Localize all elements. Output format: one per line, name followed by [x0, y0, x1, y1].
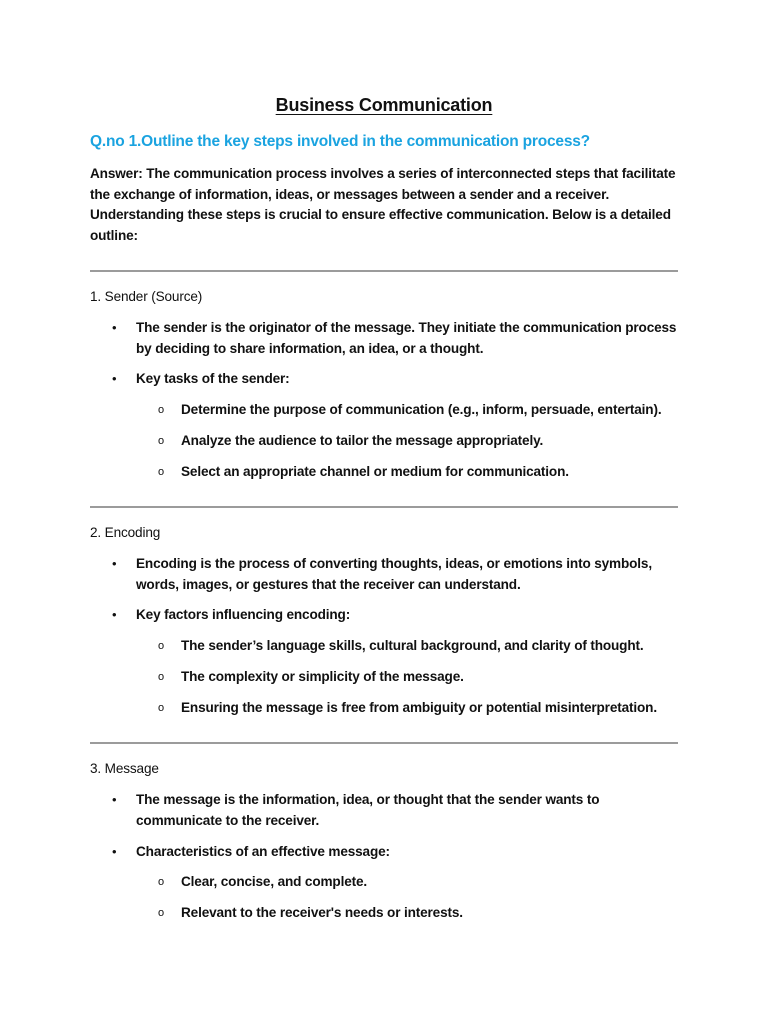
- sub-bullet-item: Analyze the audience to tailor the message appropriately.: [181, 433, 544, 448]
- sub-bullet-marker: o: [158, 876, 165, 888]
- sub-bullet-marker: o: [158, 404, 165, 416]
- sub-bullet-item: Relevant to the receiver's needs or interests.: [181, 905, 463, 920]
- sub-bullet-marker: o: [158, 466, 165, 478]
- sub-bullet-item: Select an appropriate channel or medium for communication.: [181, 464, 569, 479]
- section-divider: [90, 506, 678, 508]
- bullet-item: The sender is the originator of the message. They initiate the communication process by deciding to share information, an idea, or a thought.: [136, 320, 677, 356]
- sub-bullet-marker: o: [158, 640, 165, 652]
- bullet-item: Key factors influencing encoding:: [136, 607, 351, 622]
- section-heading: 3. Message: [90, 761, 159, 776]
- section-heading: 2. Encoding: [90, 525, 161, 540]
- bullet-item: Key tasks of the sender:: [136, 371, 290, 386]
- bullet-marker: •: [112, 320, 117, 335]
- section-heading: 1. Sender (Source): [90, 289, 203, 304]
- bullet-item: The message is the information, idea, or thought that the sender wants to communicate to the receiver.: [136, 792, 600, 828]
- sub-bullet-marker: o: [158, 435, 165, 447]
- sub-bullet-item: Determine the purpose of communication (e.g., inform, persuade, entertain).: [181, 402, 662, 417]
- sub-bullet-marker: o: [158, 702, 165, 714]
- bullet-marker: •: [112, 371, 117, 386]
- answer-paragraph: Answer: The communication process involves a series of interconnected steps that facilitate the exchange of information, ideas, or messages between a sender and a receiver. Understanding these steps is crucial to ensure effective communication. Below is a detailed outline:: [90, 166, 676, 244]
- bullet-marker: •: [112, 792, 117, 807]
- bullet-item: Encoding is the process of converting thoughts, ideas, or emotions into symbols, words, images, or gestures that the receiver can understand.: [136, 556, 652, 592]
- sub-bullet-item: The complexity or simplicity of the message.: [181, 669, 464, 684]
- bullet-marker: •: [112, 844, 117, 859]
- section-divider: [90, 742, 678, 744]
- sub-bullet-item: Clear, concise, and complete.: [181, 874, 368, 889]
- sub-bullet-item: The sender’s language skills, cultural background, and clarity of thought.: [181, 638, 644, 653]
- bullet-marker: •: [112, 607, 117, 622]
- bullet-item: Characteristics of an effective message:: [136, 844, 390, 859]
- sub-bullet-marker: o: [158, 671, 165, 683]
- sub-bullet-item: Ensuring the message is free from ambiguity or potential misinterpretation.: [181, 700, 657, 715]
- section-divider: [90, 270, 678, 272]
- document-title: Business Communication: [275, 95, 493, 115]
- sub-bullet-marker: o: [158, 907, 165, 919]
- bullet-marker: •: [112, 556, 117, 571]
- question-heading: Q.no 1.Outline the key steps involved in the communication process?: [90, 133, 590, 150]
